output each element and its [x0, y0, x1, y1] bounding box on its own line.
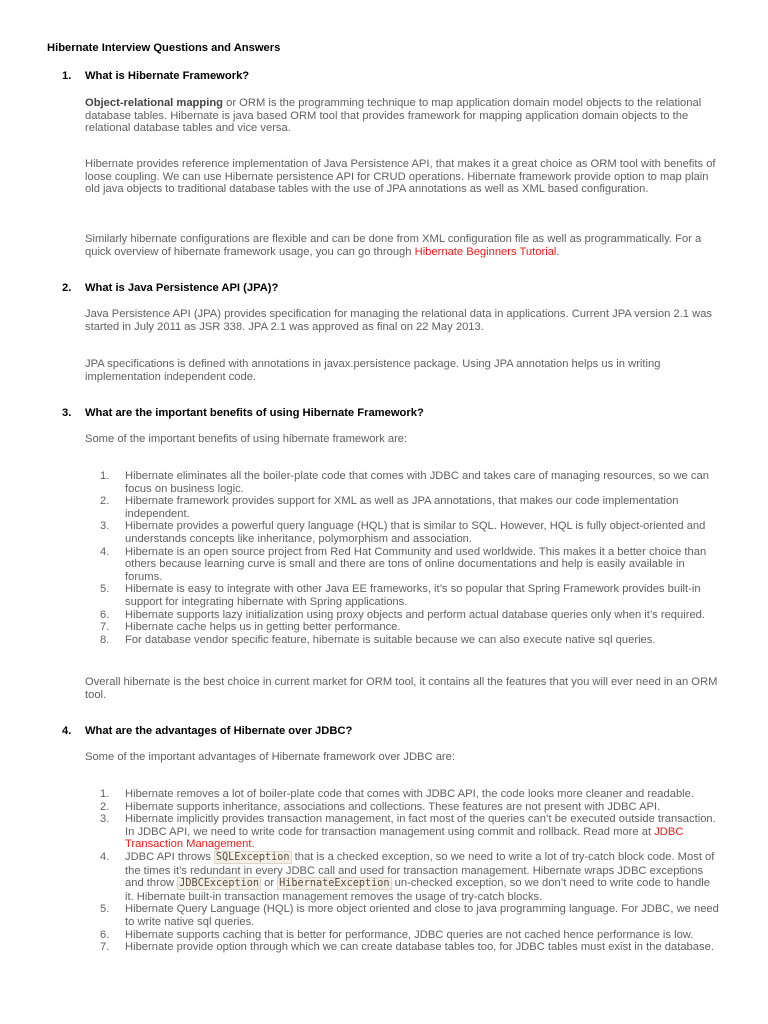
document-title: Hibernate Interview Questions and Answers — [47, 42, 281, 54]
list-item — [100, 851, 720, 903]
list-text: Hibernate provide option through which we can create database tables too, for JDBC tables must exist in the database. — [125, 941, 714, 954]
q2-paragraph-1: Java Persistence API (JPA) provides specification for managing the relational data in applications. Current JPA version 2.1 was started in July 2011 as JSR 338. JPA 2.1 was approved as final on 22 May 2013. — [85, 308, 713, 333]
question-title: What are the important benefits of using Hibernate Framework? — [85, 407, 424, 419]
list-number: 5. — [100, 903, 110, 916]
list-item — [100, 801, 720, 814]
list-number: 3. — [100, 520, 110, 533]
list-item — [100, 941, 720, 954]
list-item — [100, 621, 720, 634]
list-number: 1. — [100, 788, 110, 800]
list-text: JDBC API throws — [125, 850, 214, 863]
list-text: un-checked exception, so we don’t need to write code to handle it. Hibernate built-in transaction management removes the usage of try-catch blocks. — [125, 877, 710, 903]
q3-intro: Some of the important benefits of using hibernate framework are: — [85, 433, 408, 445]
list-text: that is a checked exception, so we need to write a lot of try-catch block code. Most of the times it’s redundant in every JDBC call and used for transaction management. Hibernate wraps JDBC exceptions and throw — [125, 850, 715, 890]
paragraph-text: Similarly hibernate configurations are flexible and can be done from XML configuration file as well as programmatically. For a quick overview of hibernate framework usage, you can go through — [85, 233, 702, 258]
list-text: . — [251, 838, 255, 851]
q3-outro: Overall hibernate is the best choice in current market for ORM tool, it contains all the features that you will ever need in an ORM tool. — [85, 676, 718, 701]
q1-paragraph-1 — [85, 97, 725, 135]
q2-paragraph-2: JPA specifications is defined with annotations in javax.persistence package. Using JPA annotation helps us in writing implementation independent code. — [85, 358, 661, 383]
list-item — [100, 813, 720, 851]
list-text: Hibernate removes a lot of boiler-plate code that comes with JDBC API, the code looks more cleaner and readable. — [125, 788, 694, 800]
q1-paragraph-3 — [85, 233, 725, 258]
list-item — [100, 788, 720, 801]
question-title: What are the advantages of Hibernate over JDBC? — [85, 725, 353, 737]
list-number: 4. — [100, 850, 110, 863]
list-item — [100, 609, 720, 622]
jdbc-transaction-management-link[interactable]: JDBC Transaction Management — [125, 825, 684, 851]
list-item — [100, 546, 720, 584]
list-number: 2. — [100, 495, 110, 508]
hibernate-beginners-tutorial-link[interactable]: Hibernate Beginners Tutorial — [414, 245, 557, 258]
list-text: Hibernate supports caching that is better for performance, JDBC queries are not cached hence performance is low. — [125, 928, 694, 941]
code-jdbcexception: JDBCException — [179, 878, 259, 890]
list-text: Hibernate supports inheritance, associations and collections. These features are not present with JDBC API. — [125, 800, 661, 813]
list-text: or — [260, 877, 278, 890]
list-text: Hibernate is easy to integrate with other Java EE frameworks, it’s so popular that Spring Framework provides built-in support for integrating hibernate with Spring applications. — [125, 583, 701, 608]
list-item — [100, 470, 720, 495]
paragraph-text: . — [556, 245, 560, 258]
paragraph-text: or ORM is the programming technique to map application domain model objects to the relational database tables. Hibernate is java based ORM tool that provides framework for mapping application domain objects to the relational database tables and vice versa. — [85, 97, 702, 135]
question-number: 2. — [62, 282, 72, 294]
list-number: 4. — [100, 545, 110, 558]
list-item — [100, 903, 720, 928]
question-title: What is Java Persistence API (JPA)? — [85, 282, 279, 294]
list-number: 6. — [100, 928, 110, 941]
question-number: 4. — [62, 725, 72, 737]
list-item — [100, 634, 720, 647]
list-number: 1. — [100, 470, 110, 482]
code-sqlexception: SQLException — [215, 851, 290, 863]
list-text: Hibernate framework provides support for XML as well as JPA annotations, that makes our code implementation independent. — [125, 495, 679, 520]
list-item — [100, 495, 720, 520]
question-2-heading — [62, 282, 278, 294]
list-text: Hibernate Query Language (HQL) is more object oriented and close to java programming language. For JDBC, we need to write native sql queries. — [125, 903, 719, 928]
question-1-heading — [62, 70, 249, 82]
list-text: Hibernate eliminates all the boiler-plate code that comes with JDBC and takes care of managing resources, so we can focus on business logic. — [125, 470, 709, 495]
list-number: 7. — [100, 621, 110, 634]
q4-advantages-list — [100, 788, 720, 954]
question-number: 1. — [62, 70, 72, 82]
list-number: 5. — [100, 583, 110, 596]
list-item — [100, 520, 720, 545]
list-text: Hibernate is an open source project from Red Hat Community and used worldwide. This makes it a better choice than others because learning curve is small and there are tons of online documentations and help is easily available in forums. — [125, 545, 707, 583]
list-text: Hibernate implicitly provides transaction management, in fact most of the queries can’t be executed outside transaction. In JDBC API, we need to write code for transaction management using commit and rollback. Read more at — [125, 813, 716, 838]
question-number: 3. — [62, 407, 72, 419]
question-4-heading — [62, 725, 352, 737]
list-text: Hibernate supports lazy initialization using proxy objects and perform actual database queries only when it’s required. — [125, 608, 706, 621]
question-3-heading — [62, 407, 424, 419]
list-item — [100, 583, 720, 608]
list-number: 2. — [100, 800, 110, 813]
list-number: 7. — [100, 941, 110, 954]
q4-intro: Some of the important advantages of Hibernate framework over JDBC are: — [85, 751, 455, 763]
list-text: Hibernate provides a powerful query language (HQL) that is similar to SQL. However, HQL is fully object-oriented and understands concepts like inheritance, polymorphism and association. — [125, 520, 706, 545]
list-text: For database vendor specific feature, hibernate is suitable because we can also execute native sql queries. — [125, 633, 656, 646]
q1-paragraph-2: Hibernate provides reference implementation of Java Persistence API, that makes it a great choice as ORM tool with benefits of loose coupling. We can use Hibernate persistence API for CRUD operations. Hibernate framework provide option to map plain old java objects to traditional database tables with the use of JPA annotations as well as XML based configuration. — [85, 158, 716, 196]
code-hibernateexception: HibernateException — [279, 878, 390, 890]
list-item — [100, 929, 720, 942]
bold-term: Object-relational mapping — [85, 97, 223, 109]
list-number: 8. — [100, 633, 110, 646]
list-number: 6. — [100, 608, 110, 621]
list-number: 3. — [100, 813, 110, 826]
question-title: What is Hibernate Framework? — [85, 70, 250, 82]
q3-benefits-list — [100, 470, 720, 646]
list-text: Hibernate cache helps us in getting better performance. — [125, 621, 401, 634]
